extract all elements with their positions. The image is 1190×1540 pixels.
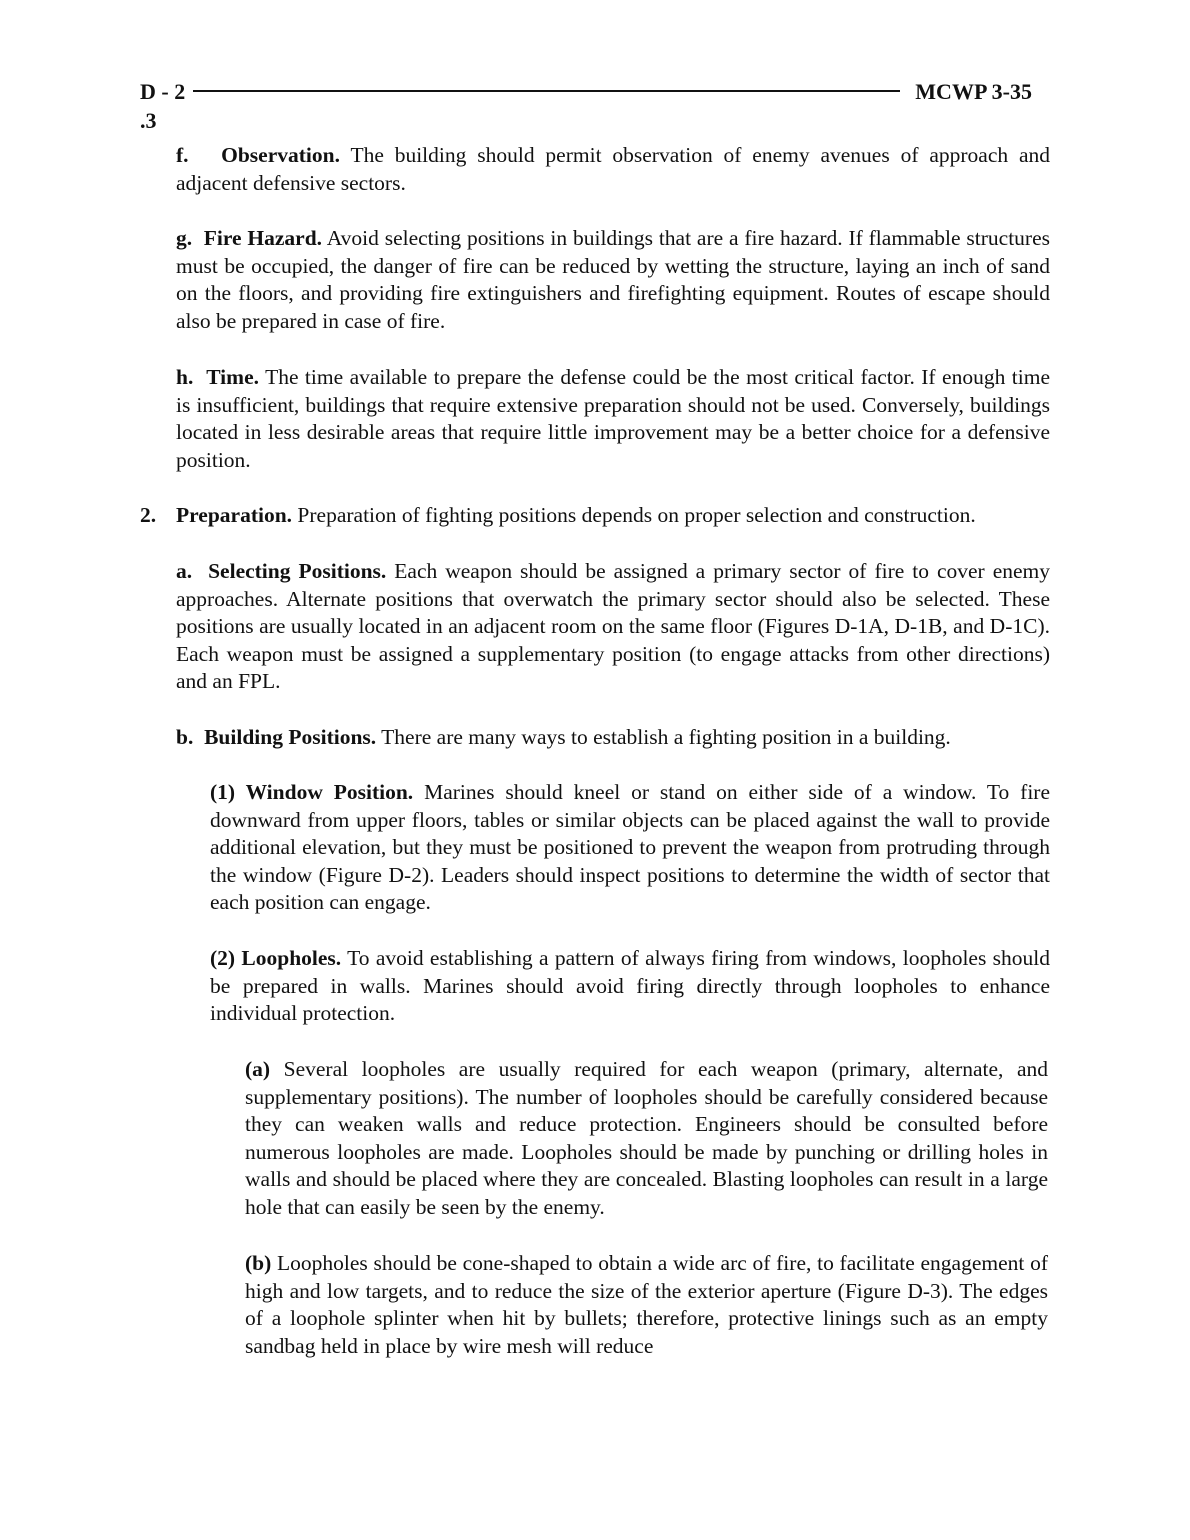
paragraph-loopholes-a [245,1056,1048,1222]
paragraph-observation [176,142,1050,197]
paragraph-marker: g. [176,226,193,250]
paragraph-text: Marines should kneel or stand on either side of a window. To fire downward from upper floors, tables or similar objects can be placed against the wall to provide additional elevation, but they must be positioned to prevent the weapon from protruding through the window (Figure D-2). Leaders should inspect positions to determine the width of sector that each position can engage. [210,780,1050,915]
paragraph-text: There are many ways to establish a fighting position in a building. [381,725,951,749]
paragraph-text: To avoid establishing a pattern of always firing from windows, loopholes should be prepared in walls. Marines should avoid firing directly through loopholes to enhance individual protection. [210,946,1050,1026]
paragraph-title: Fire Hazard. [203,226,323,250]
section-preparation [140,502,1050,530]
paragraph-fire-hazard [176,225,1050,335]
section-text: Preparation of fighting positions depends on proper selection and construction. [297,503,976,527]
paragraph-window-position [210,779,1050,917]
paragraph-title: Selecting Positions. [208,559,387,583]
paragraph-text: The building should permit observation of enemy avenues of approach and adjacent defensive sectors. [176,143,1051,195]
paragraph-title: Observation. [221,143,340,167]
section-title: Preparation. [176,503,293,527]
paragraph-building-positions [176,724,1050,752]
paragraph-marker: (b) [245,1251,272,1275]
publication-id-suffix: .3 [140,108,157,133]
paragraph-text: Loopholes should be cone-shaped to obtain a wide arc of fire, to facilitate engagement of high and low targets, and to reduce the size of the exterior aperture (Figure D-3). The edges of a loophole splinter when hit by bullets; therefore, protective linings such as an empty sandbag held in place by wire mesh will reduce [245,1251,1048,1358]
header-rule [193,90,900,92]
publication-id: MCWP 3-35 [915,79,1032,104]
paragraph-marker: h. [176,365,194,389]
paragraph-title: (1) Window Position. [210,780,414,804]
paragraph-text: Several loopholes are usually required for each weapon (primary, alternate, and supplementary positions). The number of loopholes should be carefully considered because they can weaken walls and reduce protection. Engineers should be consulted before numerous loopholes are made. Loopholes should be made by punching or drilling holes in walls and should be placed where they are concealed. Blasting loopholes can result in a large hole that can easily be seen by the enemy. [245,1057,1049,1219]
paragraph-selecting-positions [176,558,1050,696]
paragraph-loopholes-b [245,1250,1048,1360]
paragraph-marker: b. [176,725,194,749]
paragraph-marker: (a) [245,1057,271,1081]
paragraph-text: Avoid selecting positions in buildings that are a fire hazard. If flammable structures must be occupied, the danger of fire can be reduced by wetting the structure, laying an inch of sand on the floors, and providing fire extinguishers and firefighting equipment. Routes of escape should also be prepared in case of fire. [176,226,1050,333]
section-body [176,502,1050,530]
paragraph-loopholes [210,945,1050,1028]
paragraph-marker: a. [176,559,193,583]
paragraph-title: Time. [206,365,259,389]
page-number: D - 2 [140,79,186,104]
page-header [140,78,1032,108]
paragraph-time [176,364,1050,474]
paragraph-title: (2) Loopholes. [210,946,342,970]
paragraph-title: Building Positions. [204,725,377,749]
paragraph-marker: f. [176,143,189,167]
section-number: 2. [140,503,157,527]
paragraph-text: Each weapon should be assigned a primary sector of fire to cover enemy approaches. Alternate positions that overwatch the primary sector should also be selected. These positions are usually located in an adjacent room on the same floor (Figures D-1A, D-1B, and D-1C). Each weapon must be assigned a supplementary position (to engage attacks from other directions) and an FPL. [176,559,1050,694]
paragraph-text: The time available to prepare the defense could be the most critical factor. If enough time is insufficient, buildings that require extensive preparation should not be used. Conversely, buildings located in less desirable areas that require little improvement may be a better choice for a defensive position. [176,365,1050,472]
